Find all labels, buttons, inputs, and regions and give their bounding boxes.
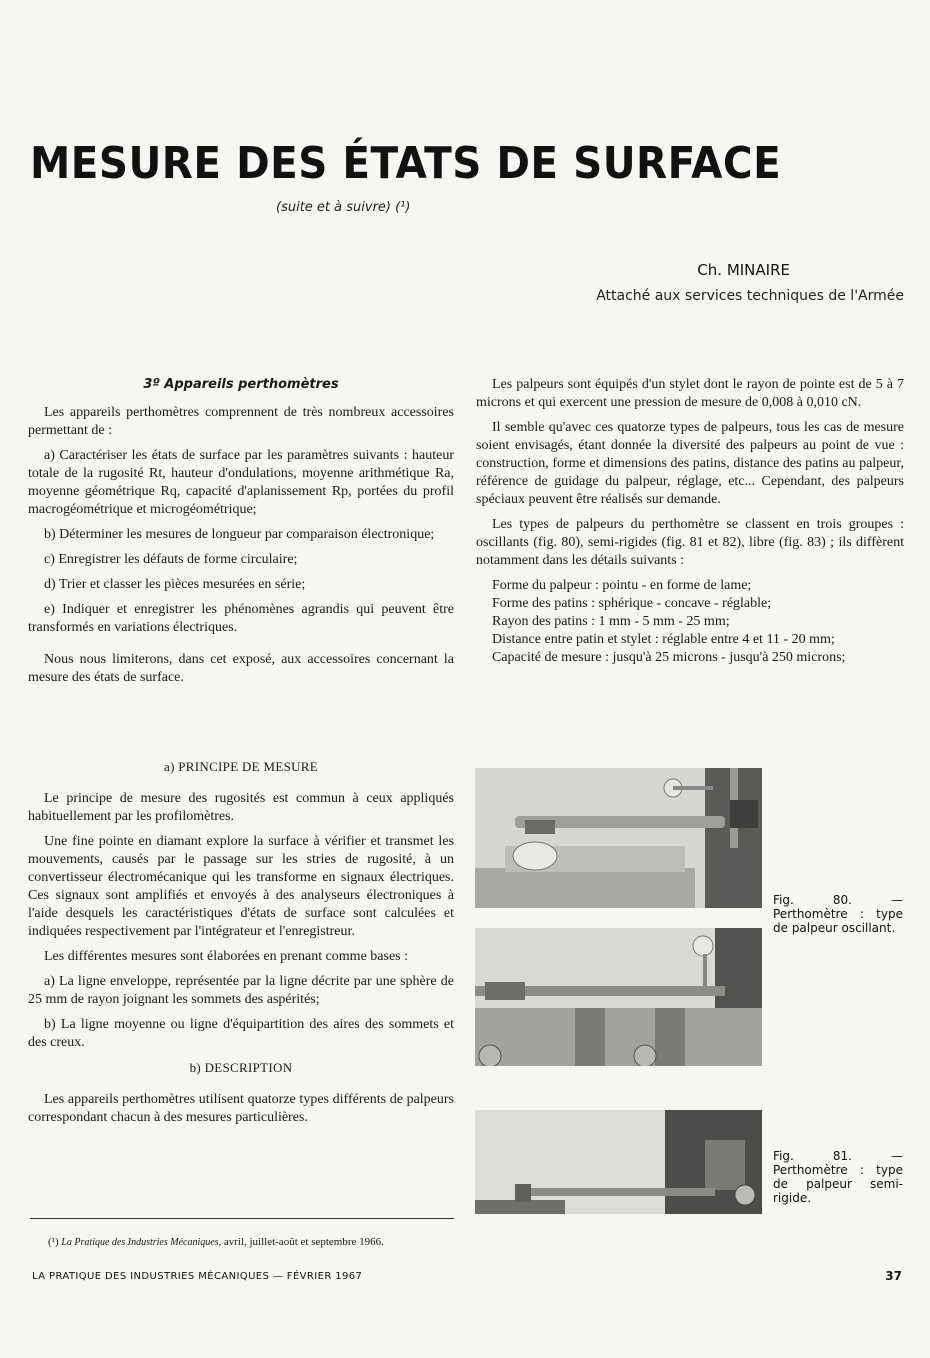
- paragraph: Les palpeurs sont équipés d'un stylet dont le rayon de pointe est de 5 à 7 microns et qui exercent une pression de mesure de 0,008 à 0,010 cN.: [476, 377, 904, 410]
- paragraph: a) La ligne enveloppe, représentée par la ligne décrite par une sphère de 25 mm de rayon joignant les sommets des aspérités;: [28, 974, 454, 1007]
- list-item: Forme des patins : sphérique - concave - réglable;: [492, 596, 772, 611]
- figure-80-photo-bottom: [475, 928, 762, 1066]
- journal-footer: LA PRATIQUE DES INDUSTRIES MÉCANIQUES — FÉVRIER 1967: [32, 1271, 363, 1282]
- paragraph: Le principe de mesure des rugosités est commun à ceux appliqués habituellement par les profilomètres.: [28, 791, 454, 824]
- footnote: [48, 1236, 384, 1248]
- right-column: [476, 376, 904, 667]
- list-item: Capacité de mesure : jusqu'à 25 microns - jusqu'à 250 microns;: [492, 650, 846, 665]
- paragraph: b) Déterminer les mesures de longueur par comparaison électronique;: [44, 527, 435, 542]
- left-column: [28, 376, 454, 694]
- footnote-divider: [30, 1218, 454, 1219]
- page-number: 37: [885, 1269, 902, 1283]
- paragraph: b) La ligne moyenne ou ligne d'équipartition des aires des sommets et des creux.: [28, 1017, 454, 1050]
- footnote-dates: avril, juillet-août et septembre 1966.: [223, 1236, 384, 1248]
- section-title-appareils: 3º Appareils perthomètres: [143, 377, 339, 392]
- figure-80-caption: Fig. 80. — Perthomètre : type de palpeur oscillant.: [773, 893, 903, 935]
- paragraph: Nous nous limiterons, dans cet exposé, aux accessoires concernant la mesure des états de surface.: [28, 652, 454, 685]
- section-title-principe: a) PRINCIPE DE MESURE: [164, 759, 318, 774]
- paragraph: d) Trier et classer les pièces mesurées en série;: [44, 577, 306, 592]
- author-name: Ch. MINAIRE: [697, 261, 790, 279]
- list-item: Distance entre patin et stylet : réglable entre 4 et 11 - 20 mm;: [492, 632, 835, 647]
- paragraph: Une fine pointe en diamant explore la surface à vérifier et transmet les mouvements, causés par le passage sur les stries de rugosité, à un convertisseur électromécanique qui les transforme en signaux électriques. Ces signaux sont amplifiés et envoyés à des analyseurs électroniques à l'aide desquels les caractéristiques d'états de surface sont calculées et indiquées respectivement par l'intégrateur et l'enregistreur.: [28, 834, 454, 939]
- left-column-lower: [28, 754, 454, 1134]
- paragraph: a) Caractériser les états de surface par les paramètres suivants : hauteur totale de la rugosité Rt, hauteur d'ondulations, moyenne arithmétique Ra, moyenne géométrique Rq, capacité d'aplanissement Rp, portées du profil macrogéométrique et microgéométrique;: [28, 448, 454, 517]
- section-title-description: b) DESCRIPTION: [189, 1060, 293, 1075]
- paragraph: c) Enregistrer les défauts de forme circulaire;: [44, 552, 298, 567]
- article-subtitle: (suite et à suivre) (¹): [276, 200, 411, 215]
- paragraph: Les différentes mesures sont élaborées en prenant comme bases :: [44, 949, 408, 964]
- list-item: Forme du palpeur : pointu - en forme de lame;: [492, 578, 752, 593]
- paragraph: Les appareils perthomètres utilisent quatorze types différents de palpeurs correspondant chacun à des mesures particulières.: [28, 1092, 454, 1125]
- list-item: Rayon des patins : 1 mm - 5 mm - 25 mm;: [492, 614, 730, 629]
- footnote-marker: (¹): [48, 1236, 59, 1248]
- figure-81-caption: Fig. 81. — Perthomètre : type de palpeur semi-rigide.: [773, 1149, 903, 1205]
- paragraph: Les types de palpeurs du perthomètre se classent en trois groupes : oscillants (fig. 80), semi-rigides (fig. 81 et 82), libre (fig. 83) ; ils diffèrent notamment dans les détails suivants :: [476, 517, 904, 568]
- paragraph: Les appareils perthomètres comprennent de très nombreux accessoires permettant de :: [28, 405, 454, 438]
- figure-81-photo: [475, 1110, 762, 1214]
- paragraph: Il semble qu'avec ces quatorze types de palpeurs, tous les cas de mesure soient envisagés, étant donnée la diversité des palpeurs au point de vue : construction, forme et dimensions des patins, distance des patins au palpeur, référence de guidage du palpeur, réglage, etc... Cependant, des palpeurs spéciaux peuvent être réalisés sur demande.: [476, 420, 904, 507]
- footnote-source: La Pratique des Industries Mécaniques,: [61, 1237, 222, 1248]
- paragraph: e) Indiquer et enregistrer les phénomènes agrandis qui peuvent être transformés en variations électriques.: [28, 602, 454, 635]
- author-role: Attaché aux services techniques de l'Armée: [596, 288, 904, 304]
- figure-80-photo-top: [475, 768, 762, 908]
- article-title: MESURE DES ÉTATS DE SURFACE: [30, 138, 782, 189]
